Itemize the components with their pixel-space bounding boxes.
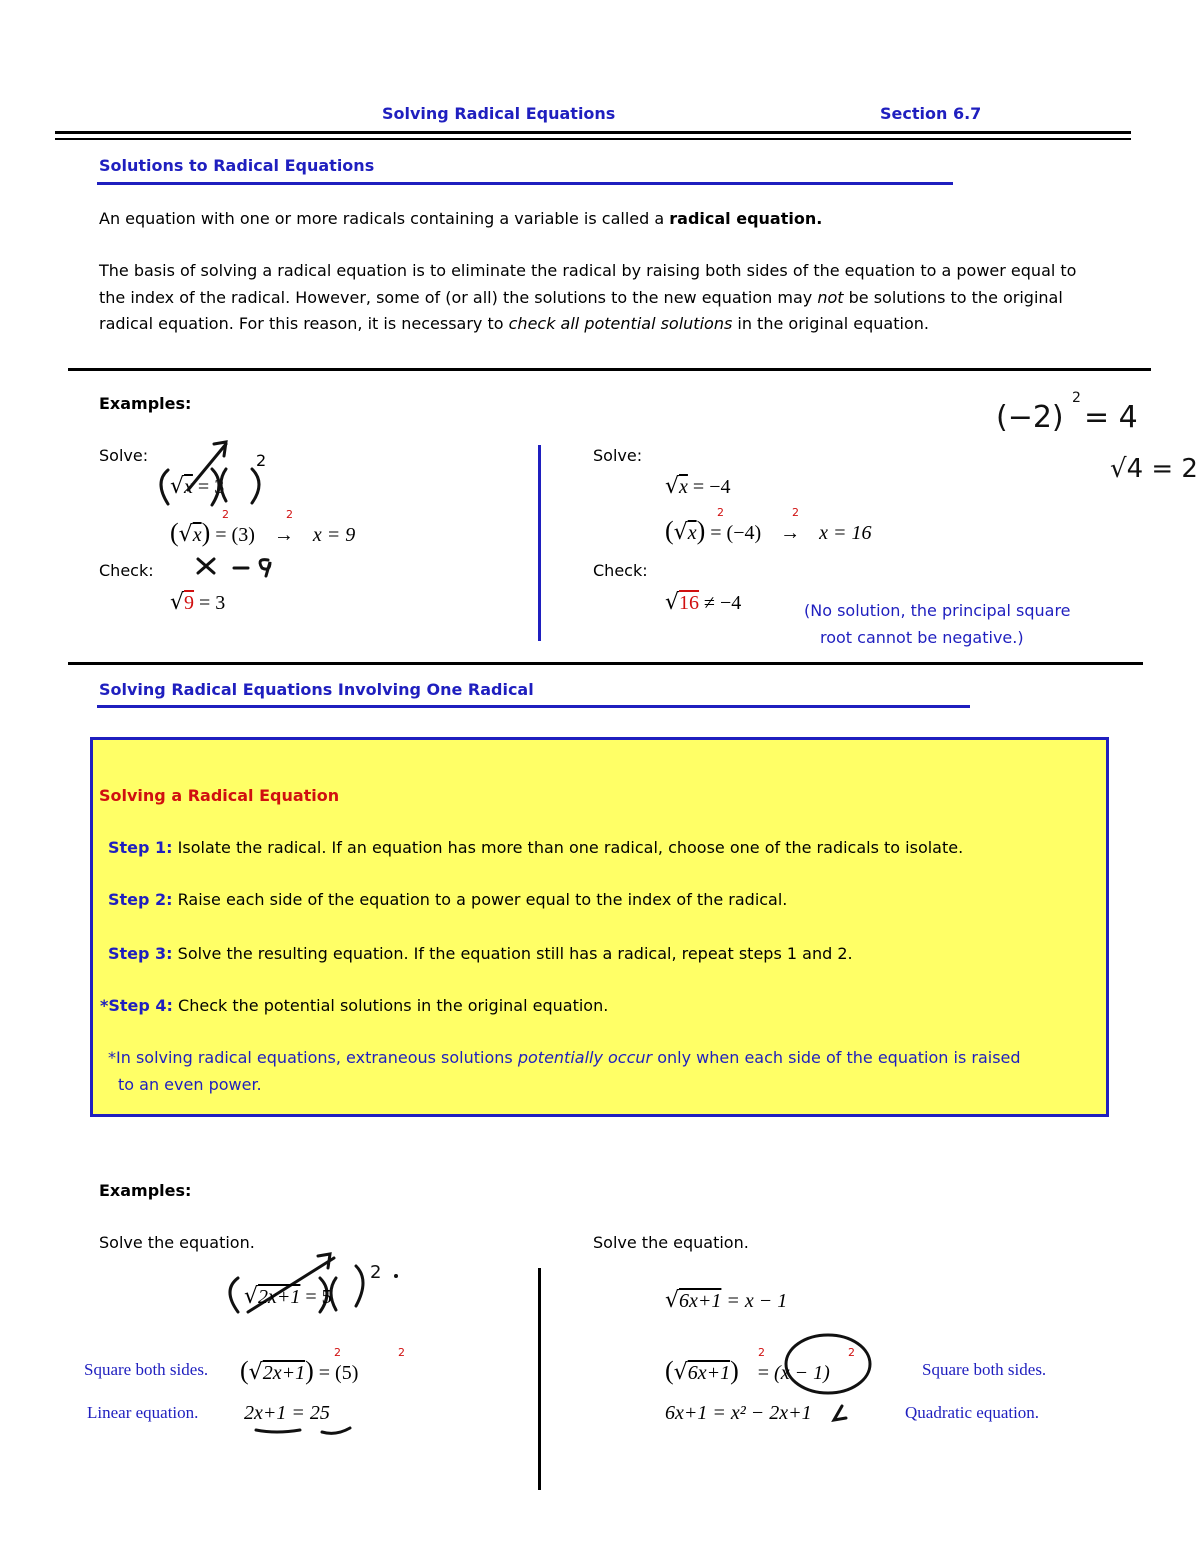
hw-sqrt4: √4 = 2: [1110, 454, 1198, 484]
ex1-left-check-rhs: = 3: [199, 592, 226, 614]
ex2-left-sup-a: 2: [334, 1346, 341, 1359]
ex2-left-prompt: Solve the equation.: [99, 1233, 255, 1252]
examples-label-1: Examples:: [99, 394, 192, 413]
step-2-text: Raise each side of the equation to a power equal to the index of the radical.: [172, 890, 788, 909]
ex2-left-linear-eq: 2x+1 = 25: [244, 1402, 330, 1424]
ex1-right-sup-a: 2: [717, 506, 724, 519]
hw-neg2-base: (−2): [996, 400, 1064, 435]
step-2: [108, 890, 787, 909]
ex2-left-radicand: 2x+1: [258, 1286, 301, 1308]
ex1-right-check: √16 ≠ −4: [665, 590, 742, 615]
procedure-title: Solving a Radical Equation: [99, 786, 340, 805]
ex2-left-step1-label: Square both sides.: [84, 1360, 209, 1379]
basis-text-3: in the original equation.: [732, 314, 929, 333]
ex1-right-squared: (√x) = (−4) → x = 16: [665, 516, 872, 545]
intro-heading: Solutions to Radical Equations: [99, 156, 375, 175]
hw-neg2-rhs: = 4: [1084, 400, 1138, 435]
extraneous-note-pre: *In solving radical equations, extraneous solutions: [108, 1048, 518, 1067]
step-4: [100, 996, 608, 1015]
ex2-right-radicand: 6x+1: [679, 1290, 722, 1312]
ex2-left-hw-sq: 2: [370, 1262, 382, 1283]
ex2-right-eq-rhs: = x − 1: [726, 1290, 788, 1312]
extraneous-note: [108, 1048, 1021, 1067]
definition-term: radical equation.: [669, 209, 823, 228]
ex1-left-sq-rhs: = (3): [215, 524, 255, 546]
ex1-left-check: √9 = 3: [170, 590, 226, 615]
ex1-right-solve-label: Solve:: [593, 446, 643, 465]
ex2-right-sq-rhs: (x − 1): [774, 1362, 830, 1384]
ex1-left-check-val: 9: [184, 592, 195, 614]
ex1-left-solve-label: Solve:: [99, 446, 149, 465]
ex2-right-sup-a: 2: [758, 1346, 765, 1359]
ex1-right-eq-rhs: = −4: [692, 476, 731, 498]
ex2-right-quadratic-eq: 6x+1 = x² − 2x+1: [665, 1402, 812, 1424]
ex1-column-divider: [538, 445, 541, 641]
basis-emphasis-not: not: [817, 287, 844, 307]
ex2-left-eq-rhs: = 5: [305, 1286, 332, 1308]
ex1-right-result: x = 16: [819, 522, 872, 544]
ex1-top-right-ink: [996, 390, 1198, 484]
ex1-right-sq-rhs: = (−4): [710, 522, 762, 544]
ex1-right-check-rhs: ≠ −4: [704, 592, 742, 614]
examples-label-2: Examples:: [99, 1181, 192, 1200]
definition-text: An equation with one or more radicals containing a variable is called a: [99, 209, 670, 228]
ex2-left-sup-b: 2: [398, 1346, 405, 1359]
step-1: [108, 838, 963, 857]
ex1-left-sup-b: 2: [286, 508, 293, 521]
step-4-text: Check the potential solutions in the original equation.: [172, 996, 609, 1015]
ex2-right-squared: (√6x+1) = (x − 1): [665, 1356, 830, 1385]
ex2-right-sup-b: 2: [848, 1346, 855, 1359]
basis-text-2: be solutions to the original radical equation. For this reason, it is necessary to: [99, 287, 1063, 333]
page-title: Solving Radical Equations: [382, 104, 616, 123]
ex1-left-check-label: Check:: [99, 561, 154, 580]
no-solution-note-1: (No solution, the principal square: [804, 601, 1071, 620]
one-radical-heading: Solving Radical Equations Involving One Radical: [99, 680, 534, 699]
ex2-right-equation: √6x+1 = x − 1: [665, 1288, 788, 1313]
step-1-text: Isolate the radical. If an equation has more than one radical, choose one of the radicals to isolate.: [172, 838, 964, 857]
extraneous-note-emphasis: potentially occur: [517, 1048, 653, 1067]
step-3-label: Step 3:: [108, 944, 173, 963]
extraneous-note-post: only when each side of the equation is raised: [652, 1048, 1021, 1067]
ex1-right-check-label: Check:: [593, 561, 648, 580]
ex1-left-eq-rhs: = 3: [197, 476, 225, 498]
extraneous-note-line2: to an even power.: [118, 1075, 262, 1094]
ex2-right-step1-label: Square both sides.: [922, 1360, 1047, 1379]
ex1-left-sup-a: 2: [222, 508, 229, 521]
ex1-right-eq-var: x: [679, 476, 688, 498]
step-3-text: Solve the resulting equation. If the equation still has a radical, repeat steps 1 and 2.: [172, 944, 853, 963]
ex1-left-ink: [161, 442, 270, 576]
ex2-left-squared: (√2x+1) = (5): [240, 1356, 359, 1385]
no-solution-note-2: root cannot be negative.): [820, 628, 1024, 647]
step-1-label: Step 1:: [108, 838, 173, 857]
ex2-right-prompt: Solve the equation.: [593, 1233, 749, 1252]
one-radical-heading-underline: [97, 705, 970, 708]
ex2-column-divider: [538, 1268, 541, 1490]
basis-emphasis-check: check all potential solutions: [508, 314, 733, 333]
ex2-left-equation: √2x+1 = 5: [244, 1284, 332, 1309]
basis-text-1: The basis of solving a radical equation is to eliminate the radical by raising both sides of the equation to a power equal to the index of the radical. However, some of (or all) the solutions to the new equation may: [99, 261, 1077, 307]
hw-neg2-exp: 2: [1072, 390, 1081, 406]
ex2-right-step2-label: Quadratic equation.: [905, 1403, 1040, 1422]
ex1-left-result: x = 9: [312, 524, 356, 546]
step-3: [108, 944, 853, 963]
ex2-left-step2-label: Linear equation.: [87, 1403, 199, 1422]
ex1-right-check-val: 16: [679, 592, 700, 614]
section-number: Section 6.7: [880, 104, 982, 123]
ex1-left-eq-var: x: [184, 476, 193, 498]
ex2-left-sq-rhs: = (5): [318, 1362, 359, 1384]
step-2-label: Step 2:: [108, 890, 173, 909]
ex1-right-equation: √x = −4: [665, 474, 731, 499]
section-divider-2: [68, 662, 1143, 665]
ex1-right-sup-b: 2: [792, 506, 799, 519]
step-4-label: *Step 4:: [100, 996, 173, 1015]
ex1-left-squared: (√x) = (3) → x = 9: [170, 518, 356, 547]
ex1-left-equation: √x = 3: [170, 474, 225, 499]
ex1-left-hw-sq: 2: [256, 451, 267, 470]
